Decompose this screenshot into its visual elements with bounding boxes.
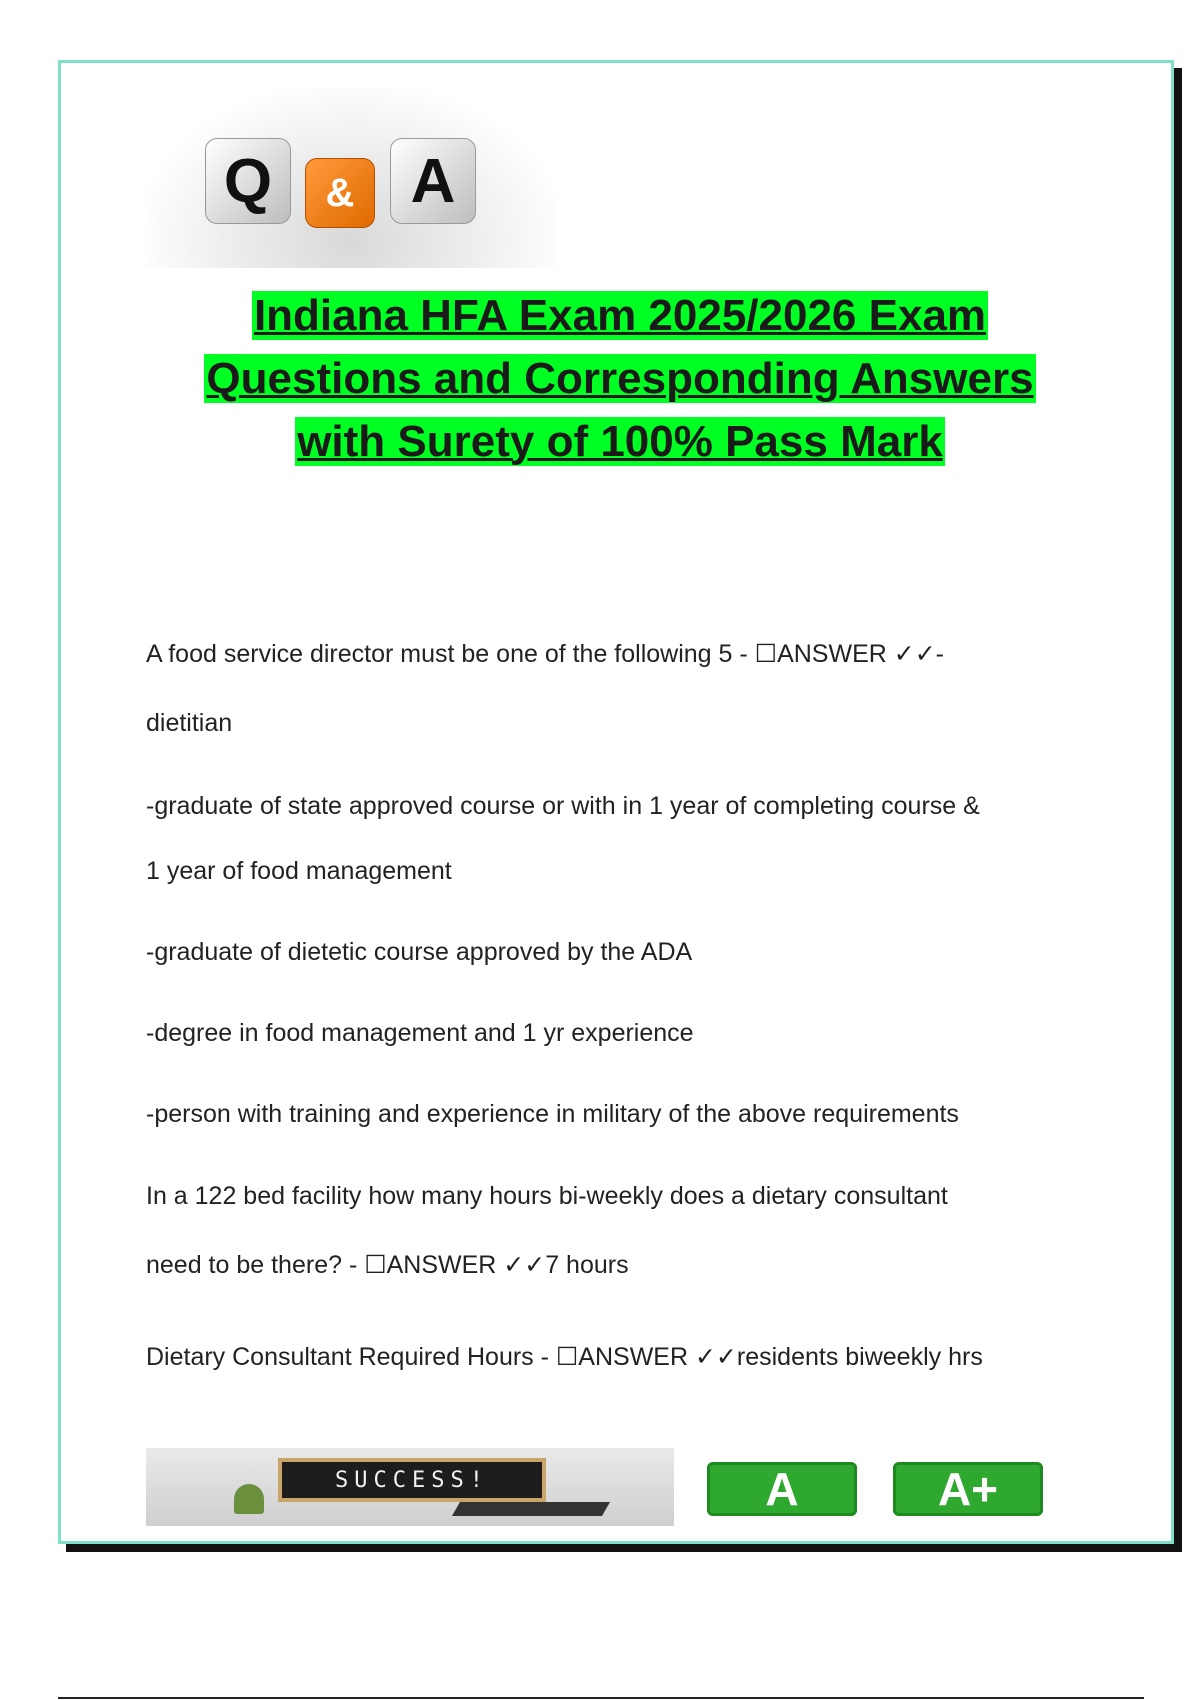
a-die: A (390, 138, 476, 224)
question-1-text: A food service director must be one of the following 5 - ☐ANSWER ✓✓- (146, 640, 944, 668)
question-3-text: Dietary Consultant Required Hours - ☐ANSWER ✓✓residents biweekly hrs (146, 1343, 983, 1371)
qa-dice-logo (145, 88, 557, 268)
answer-1-line-1: dietitian (146, 709, 233, 737)
answer-1-line-4: -graduate of dietetic course approved by the ADA (146, 938, 693, 966)
laptop-icon (452, 1502, 610, 1516)
title-line-1: Indiana HFA Exam 2025/2026 Exam (253, 291, 987, 340)
grade-a-badge: A (707, 1462, 857, 1516)
footer-divider (58, 1697, 1144, 1699)
success-board: SUCCESS! (278, 1458, 546, 1502)
document-title (120, 284, 1120, 473)
grade-a-plus-badge: A+ (893, 1462, 1043, 1516)
question-2-answer: need to be there? - ☐ANSWER ✓✓7 hours (146, 1251, 629, 1279)
ampersand-die: & (305, 158, 375, 228)
answer-1-line-3: 1 year of food management (146, 857, 452, 885)
answer-1-line-5: -degree in food management and 1 yr experience (146, 1019, 694, 1047)
title-line-3: with Surety of 100% Pass Mark (297, 417, 943, 466)
answer-1-line-6: -person with training and experience in military of the above requirements (146, 1100, 959, 1128)
answer-1-line-2: -graduate of state approved course or with in 1 year of completing course & (146, 792, 980, 820)
q-die: Q (205, 138, 291, 224)
question-2-text: In a 122 bed facility how many hours bi-weekly does a dietary consultant (146, 1182, 948, 1210)
title-line-2: Questions and Corresponding Answers (206, 354, 1034, 403)
success-board-image (146, 1448, 674, 1526)
plant-icon (234, 1484, 264, 1514)
